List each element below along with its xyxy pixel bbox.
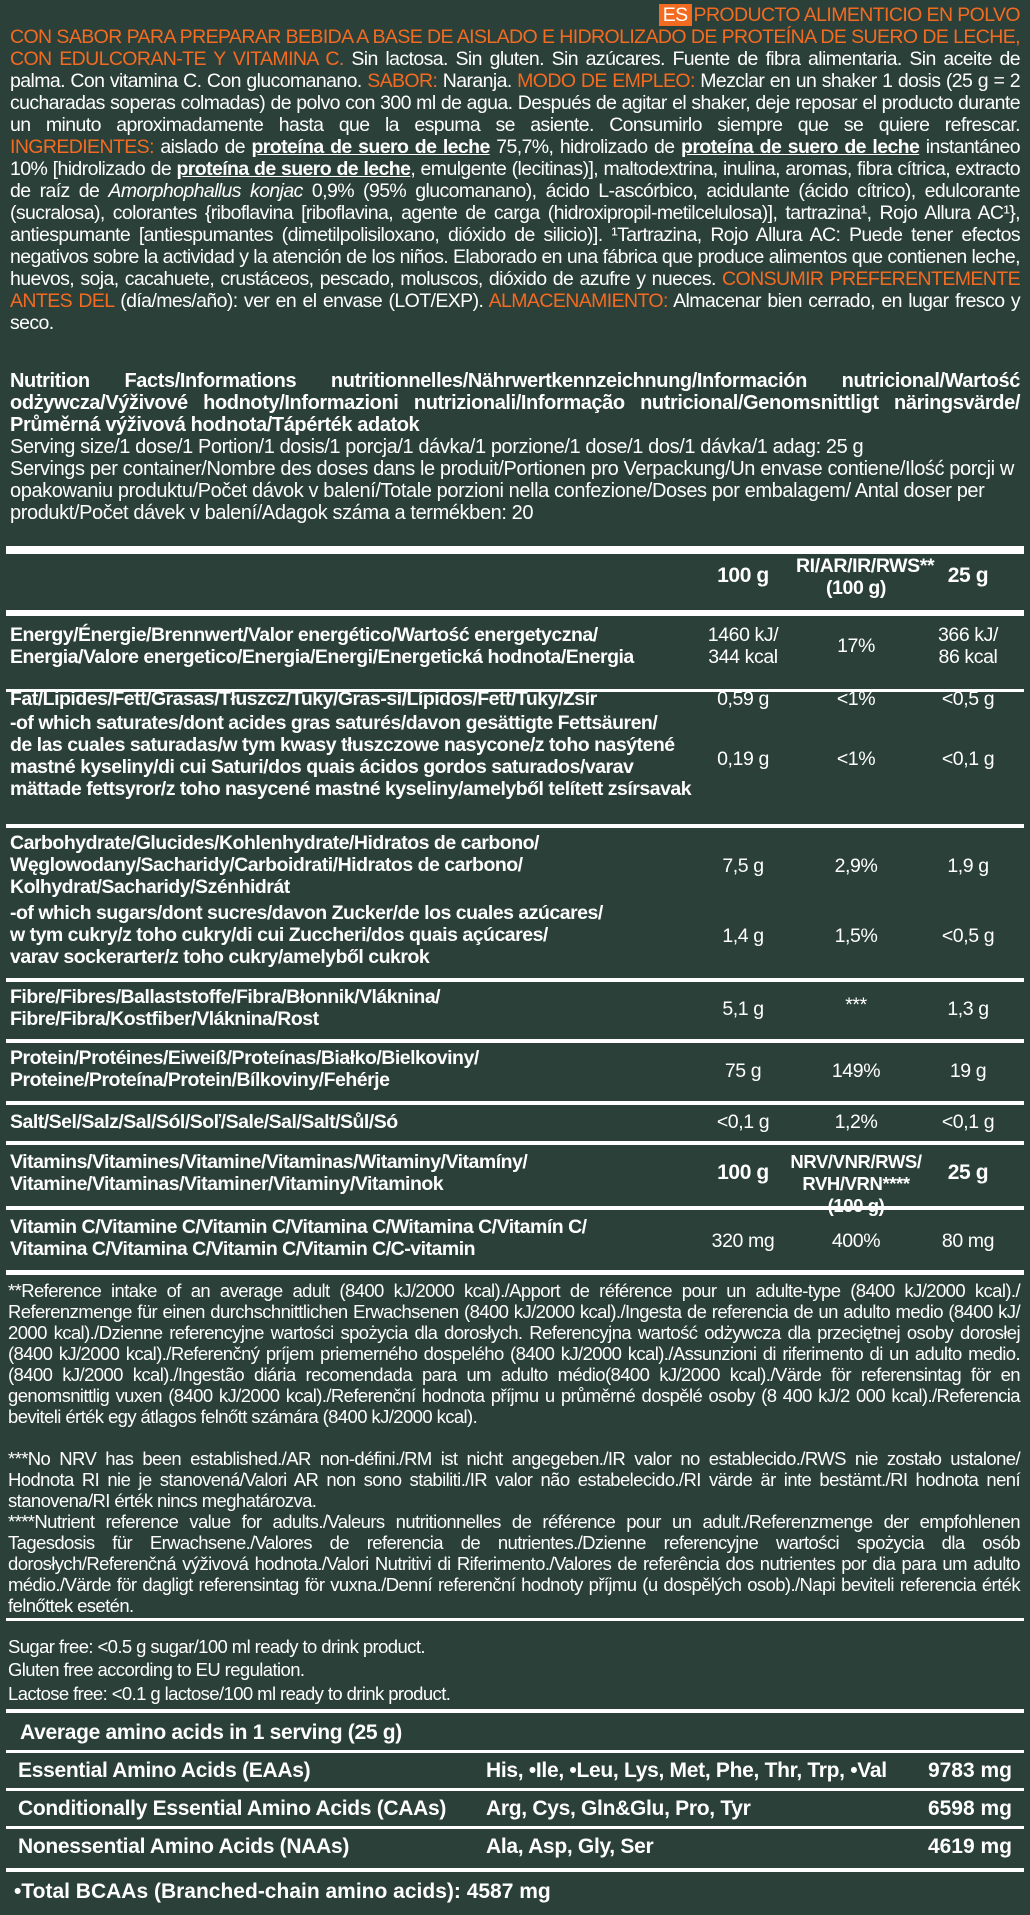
row-label-energy: Energy/Énergie/Brennwert/Valor energético/Wartość energetyczna/ Energia/Valore energetico/Energia/Energi/Energetická hodnota/Energia	[10, 624, 634, 668]
serving-size: Serving size/1 dose/1 Portion/1 dosis/1 porcja/1 dávka/1 porzione/1 dose/1 dos/1 dávka/1 adag: 25 g	[10, 436, 864, 458]
divider	[6, 1868, 1024, 1872]
salt-ri: 1,2%	[834, 1111, 878, 1133]
divider	[6, 1826, 1024, 1829]
amino-row	[6, 1754, 1024, 1788]
sugars-ri: 1,5%	[834, 925, 878, 947]
energy-ri: 17%	[837, 635, 875, 657]
energy-100g: 1460 kJ/ 344 kcal	[707, 624, 779, 668]
amino-title: Average amino acids in 1 serving (25 g)	[20, 1721, 402, 1744]
footnote-nutrient-reference: ****Nutrient reference value for adults./Valeurs nutritionnelles de référence pour un adult./Referenzmenge der empfohlenen Tagesdosis für Erwachsene./Valores de referencia de nutrientes./Dzienne referencyjne wartości spożycia dla osób dorosłych/Referenčná výživová hodnota./Valori Nutritivi di Riferimento./Valores de referência dos nutrientes por dia para um adulto médio./Värde för dagligt referensintag för vuxna./Denní referenční hodnoty příjmu (u dospělých osob)./Napi beviteli referencia érték felnőttek esetén.	[8, 1511, 1020, 1616]
ingredients-text-5: 0,9% (95% glucomanano), ácido L-ascórbico, acidulante (ácido cítrico), edulcorante (sucralosa), colorantes {riboflavina [riboflavina, agente de carga (hidroxipropil-metilcelulosa)], tartrazina¹, Rojo Allura AC¹}, antiespumante [antiespumantes (dimetilpolisiloxano, dióxido de silicio)]. ¹Tartrazina, Rojo Allura AC: Puede tener efectos negativos sobre la actividad y la atención de los niños. Elaborado en una fábrica que produce alimentos que contienen leche, huevos, soja, cacahuete, crustáceos, pescado, moluscos, dióxido de azufre y nueces.	[10, 180, 1020, 290]
fibre-ri: ***	[845, 994, 867, 1016]
carbohydrate-100g: 7,5 g	[722, 855, 764, 877]
product-description	[10, 26, 1020, 334]
storage-label: ALMACENAMIENTO:	[488, 290, 668, 312]
amino-title-row	[6, 1716, 1024, 1750]
best-before-label: CONSUMIR PREFERENTEMENTE ANTES DEL	[10, 268, 1020, 312]
divider	[6, 1141, 1024, 1145]
row-label-saturates: -of which saturates/dont acides gras saturés/davon gesättigte Fettsäuren/ de las cuales saturadas/w tym kwasy tłuszczowe nasycone/z toho nasýtené mastné kyseliny/di cui Saturi/dos quais ácidos gordos saturados/varav mättade fettsyror/z toho nasycené mastné kyseliny/amelyből telített zsírsavak	[10, 712, 692, 800]
product-description-line1: CON SABOR PARA PREPARAR BEBIDA A BASE DE AISLADO E HIDROLIZADO DE PROTEÍNA DE SUERO DE LECHE, CON EDULCORAN-	[10, 26, 1020, 70]
nutrition-title: Nutrition Facts/Informations nutritionnelles/Nährwertkennzeichnung/Información nutricional/Wartość odżywcza/Výživové hodnoty/Informazioni nutrizionali/Informação nutricional/Genomsnittligt näringsvärde/ Průměrná výživová hodnota/Tápérték adatok	[10, 370, 1020, 436]
language-badge: ES	[659, 4, 692, 26]
allergen-3: proteína de suero de leche	[176, 158, 411, 180]
row-label-fibre: Fibre/Fibres/Ballaststoffe/Fibra/Błonnik/Vláknina/ Fibre/Fibra/Kostfiber/Vláknina/Rost	[10, 986, 441, 1030]
footnote-reference-intake: **Reference intake of an average adult (8400 kJ/2000 kcal)./Apport de référence pour un adulte-type (8400 kJ/2000 kcal)./ Referenzmenge für einen durchschnittlichen Erwachsenen (8400 kJ/2000 kcal)./Ingesta de referencia de un adulto medio (8400 kJ/ 2000 kcal)./Dzienne referencyjne wartości spożycia dla dorosłych. Referencyjna wartość odżywcza dla przeciętnej osoby dorosłej (8400 kJ/2000 kcal)./Referenčný príjem priemerného dospelého (8400 kJ/2000 kcal)./Assunzioni di riferimento di un adulto medio. (8400 kJ/2000 kcal)./Ingestão diária recomendada para um adulto médio(8400 kJ/2000 kcal)./Värde för referensintag för en genomsnittlig vuxen (8400 kJ/2000 kcal)./Referenční hodnota příjmu u průměrné dospělé osoby (8 400 kJ/2 000 kcal)./Referencia beviteli érték egy átlagos felnőtt számára (8400 kJ/2000 kcal).	[8, 1280, 1020, 1427]
table-header-row	[6, 555, 1024, 609]
saturates-25g: <0,1 g	[941, 748, 995, 770]
divider	[6, 1709, 1024, 1713]
energy-25g: 366 kJ/ 86 kcal	[937, 624, 999, 668]
ingredients-text-3: instantáneo 10% [hidrolizado de	[10, 136, 1020, 180]
product-claims: Sin lactosa. Sin gluten. Sin azúcares. Fuente de fibra alimentaria. Sin aceite de palma. Con vitamina C. Con glucomanano.	[10, 48, 1021, 92]
divider	[6, 1788, 1024, 1791]
col-header-25g: 25 g	[947, 564, 989, 587]
row-label-fat: Fat/Lipides/Fett/Grasas/Tłuszcz/Tuky/Gras-si/Lípidos/Fett/Tuky/Zsír	[10, 688, 597, 710]
divider	[6, 1270, 1024, 1275]
amino-row	[6, 1830, 1024, 1864]
col-header-100g: 100 g	[717, 564, 769, 587]
divider-thick	[6, 546, 1024, 554]
vitamin-c-nrv: 400%	[831, 1230, 881, 1252]
ingredients-text-1: aislado de	[153, 136, 252, 158]
claim-lactose-free: Lactose free: <0.1 g lactose/100 ml ready to drink product.	[8, 1683, 451, 1704]
allergen-1: proteína de suero de leche	[251, 136, 490, 158]
directions-text: Mezclar en un shaker 1 dosis (25 g = 2 cucharadas soperas colmadas) de polvo con 300 ml de agua. Después de agitar el shaker, deje reposar el producto durante un minuto aproximadamente hasta que la espuma se asiente. Consumirlo siempre que se quiere refrescar.	[10, 70, 1020, 136]
row-label-sugars: -of which sugars/dont sucres/davon Zucker/de los cuales azúcares/ w tym cukry/z toho cukry/di cui Zuccheri/dos quais açúcares/ varav sockerarter/z toho cukry/amelyből cukrok	[10, 902, 603, 968]
divider	[6, 1101, 1024, 1105]
fat-25g: <0,5 g	[941, 688, 995, 710]
amino-group-name: Essential Amino Acids (EAAs)	[18, 1759, 311, 1782]
allergen-2: proteína de suero de leche	[681, 136, 920, 158]
vitamin-c-100g: 320 mg	[711, 1230, 775, 1252]
amino-value: 9783 mg	[927, 1759, 1012, 1782]
flavor-value: Naranja.	[437, 70, 512, 92]
amino-row	[6, 1792, 1024, 1826]
divider	[6, 824, 1024, 828]
divider	[6, 1750, 1024, 1753]
divider-header	[6, 610, 1024, 616]
best-before-text: (día/mes/año): ver en el envase (LOT/EXP).	[113, 290, 484, 312]
carbohydrate-25g: 1,9 g	[947, 855, 989, 877]
saturates-ri: <1%	[836, 748, 876, 770]
sugars-25g: <0,5 g	[941, 925, 995, 947]
row-label-salt: Salt/Sel/Salz/Sal/Sól/Soľ/Sale/Sal/Salt/Sůl/Só	[10, 1111, 398, 1133]
row-label-carbohydrate: Carbohydrate/Glucides/Kohlenhydrate/Hidratos de carbono/ Węglowodany/Sacharidy/Carboidrati/Hidratos de carbono/ Kolhydrat/Sacharidy/Szénhidrát	[10, 832, 539, 898]
ingredients-label: INGREDIENTES:	[10, 136, 154, 158]
amino-group-name: Nonessential Amino Acids (NAAs)	[18, 1835, 350, 1858]
fibre-100g: 5,1 g	[722, 998, 764, 1020]
fibre-25g: 1,3 g	[947, 998, 989, 1020]
vitamins-col-100g: 100 g	[717, 1161, 769, 1184]
col-header-ri: RI/AR/IR/RWS** (100 g)	[796, 555, 935, 599]
saturates-100g: 0,19 g	[717, 748, 769, 770]
footnote-no-nrv: ***No NRV has been established./AR non-défini./RM ist nicht angegeben./IR valor no establecido./RWS nie zostało ustalone/ Hodnota RI nie je stanovená/Valori AR non sono stabiliti./IR valor não estabelecido./RI värde är inte bestämt./RI hodnota není stanovena/RI érték nincs meghatározva.	[8, 1448, 1020, 1511]
spanish-label-block	[10, 4, 1020, 334]
salt-100g: <0,1 g	[716, 1111, 770, 1133]
nutrition-header	[10, 370, 1020, 524]
ingredient-species: Amorphophallus konjac	[108, 180, 303, 202]
carbohydrate-ri: 2,9%	[834, 855, 878, 877]
amino-acid-list: Ala, Asp, Gly, Ser	[486, 1835, 654, 1858]
claim-gluten-free: Gluten free according to EU regulation.	[8, 1659, 305, 1680]
row-label-vitamins: Vitamins/Vitamines/Vitamine/Vitaminas/Witaminy/Vitamíny/ Vitamine/Vitaminas/Vitaminer/Vitaminy/Vitaminok	[10, 1151, 528, 1195]
sugars-100g: 1,4 g	[722, 925, 764, 947]
product-type: PRODUCTO ALIMENTICIO EN POLVO	[693, 4, 1020, 26]
ingredients-text-2: 75,7%, hidrolizado de	[489, 136, 682, 158]
row-label-vitamin-c: Vitamin C/Vitamine C/Vitamin C/Vitamina C/Witamina C/Vitamín C/ Vitamina C/Vitamina C/Vitamin C/Vitamin C/C-vitamin	[10, 1216, 587, 1260]
vitamin-c-25g: 80 mg	[941, 1230, 995, 1252]
protein-25g: 19 g	[949, 1060, 987, 1082]
divider	[6, 1618, 1024, 1621]
amino-value: 4619 mg	[927, 1835, 1012, 1858]
fat-100g: 0,59 g	[717, 688, 769, 710]
divider	[6, 1039, 1024, 1043]
vitamins-col-nrv: NRV/VNR/RWS/ RVH/VRN**** (100 g)	[790, 1151, 922, 1216]
amino-acid-list: His, •Ile, •Leu, Lys, Met, Phe, Thr, Trp, •Val	[486, 1759, 887, 1782]
salt-25g: <0,1 g	[941, 1111, 995, 1133]
storage-text: Almacenar bien cerrado, en lugar fresco y seco.	[10, 290, 1021, 334]
row-label-protein: Protein/Protéines/Eiweiß/Proteínas/Białko/Bielkoviny/ Proteine/Proteína/Protein/Bílkoviny/Fehérje	[10, 1047, 479, 1091]
servings-per-container: Servings per container/Nombre des doses dans le produit/Portionen pro Verpackung/Un envase contiene/Ilość porcji w opakowaniu produktu/Počet dávok v balení/Totale porzioni nella confezione/Doses por embalagem/ Antal doser per produkt/Počet dávek v balení/Adagok száma a termékben: 20	[10, 458, 1014, 524]
claim-sugar-free: Sugar free: <0.5 g sugar/100 ml ready to drink product.	[8, 1636, 425, 1657]
amino-acid-list: Arg, Cys, Gln&Glu, Pro, Tyr	[486, 1797, 751, 1820]
ingredients-text-4: , emulgente (lecitinas)], maltodextrina, inulina, aromas, fibra cítrica, extracto de raíz de	[10, 158, 1020, 202]
directions-label: MODO DE EMPLEO:	[517, 70, 695, 92]
product-type-header	[10, 4, 1020, 26]
amino-value: 6598 mg	[927, 1797, 1012, 1820]
flavor-label: SABOR:	[367, 70, 438, 92]
vitamins-col-25g: 25 g	[947, 1161, 989, 1184]
amino-group-name: Conditionally Essential Amino Acids (CAAs)	[18, 1797, 447, 1820]
fat-ri: <1%	[836, 688, 876, 710]
product-description-line2: TE Y VITAMINA C.	[182, 48, 344, 70]
divider	[6, 978, 1024, 982]
protein-100g: 75 g	[724, 1060, 762, 1082]
total-bcaa: •Total BCAAs (Branched-chain amino acids): 4587 mg	[14, 1880, 551, 1903]
protein-ri: 149%	[831, 1060, 881, 1082]
